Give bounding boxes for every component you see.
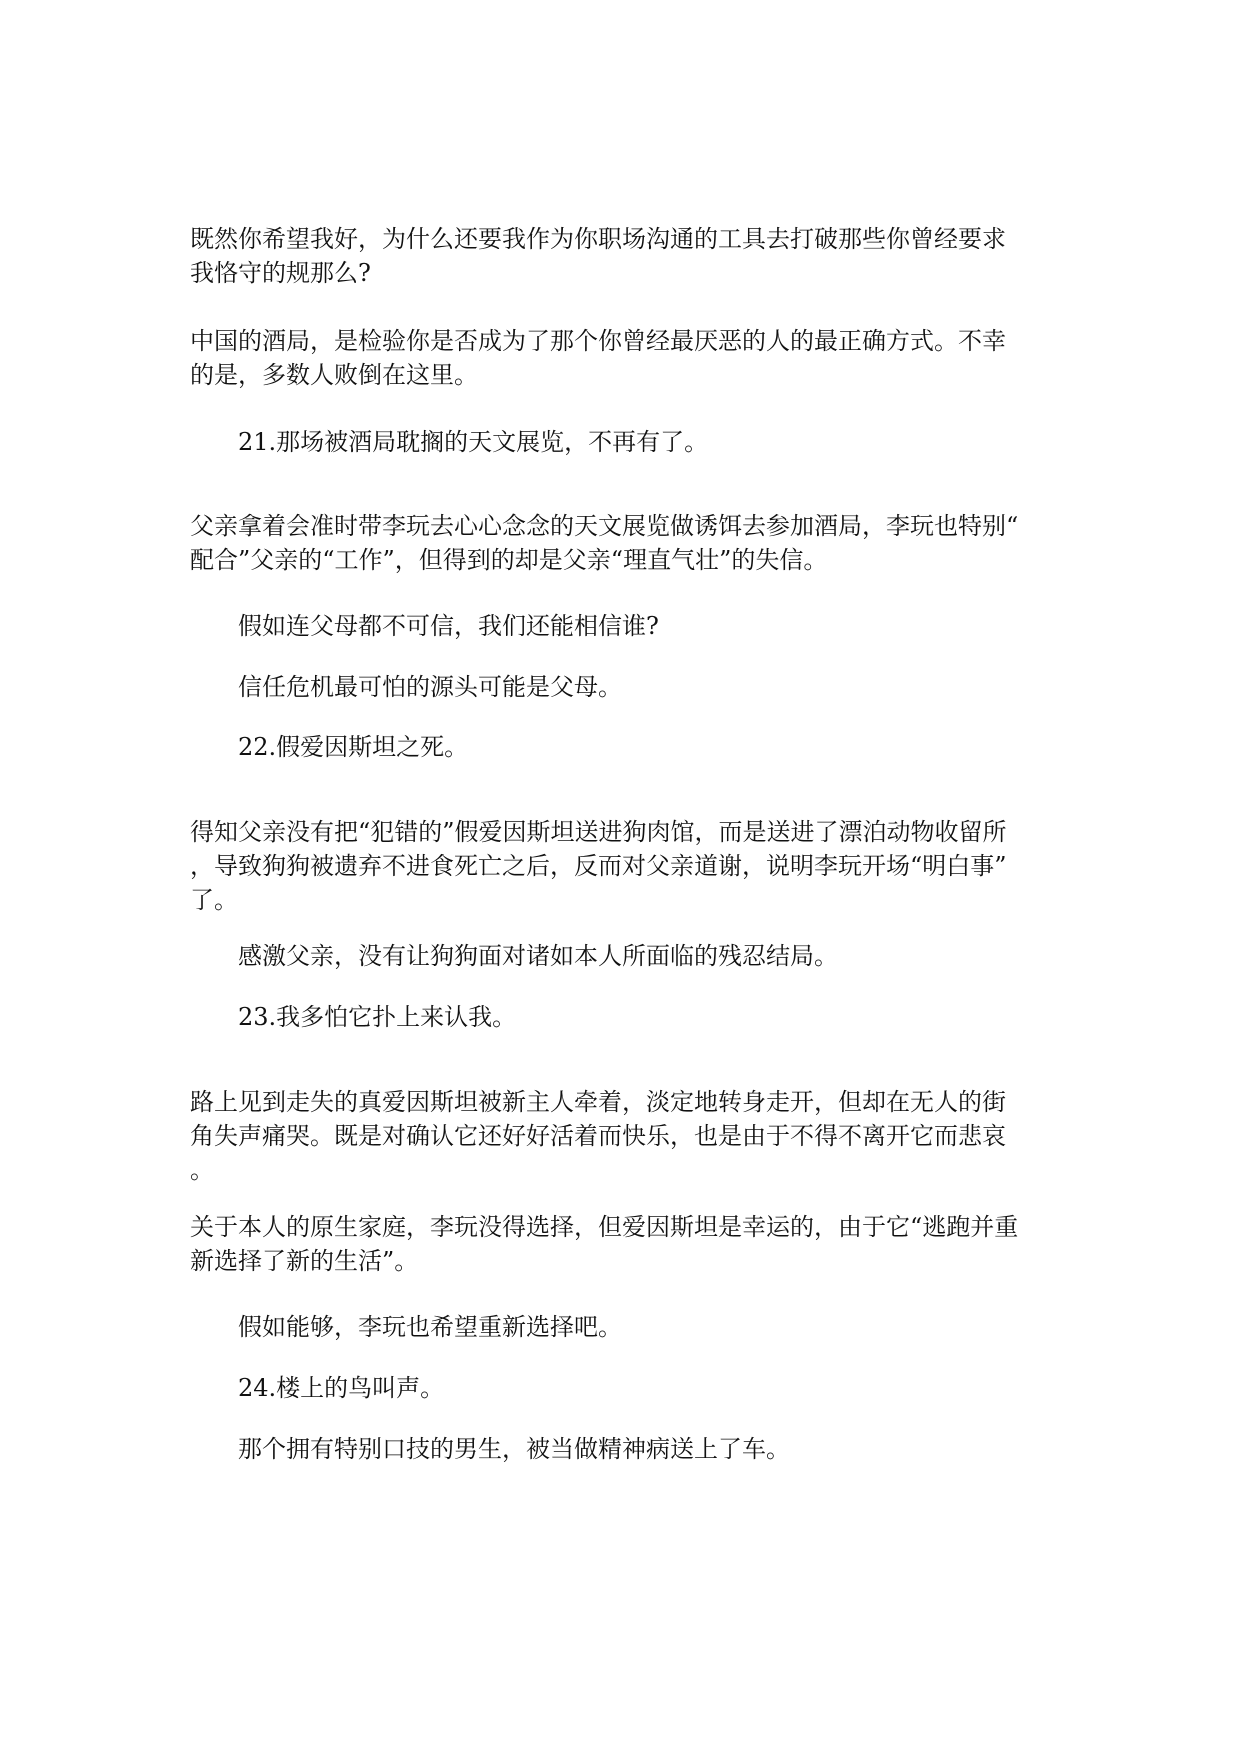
heading-21: 21.那场被酒局耽搁的天文展览，不再有了。 xyxy=(238,428,709,456)
paragraph-gratitude: 感激父亲，没有让狗狗面对诸如本人所面临的残忍结局。 xyxy=(238,942,838,970)
paragraph-question: 既然你希望我好，为什么还要我作为你职场沟通的工具去打破那些你曾经要求 我恪守的规那么? xyxy=(190,225,1006,287)
heading-23: 23.我多怕它扑上来认我。 xyxy=(238,1003,517,1031)
paragraph-choose-again: 假如能够，李玩也希望重新选择吧。 xyxy=(238,1313,622,1341)
paragraph-drinking-culture: 中国的酒局，是检验你是否成为了那个你曾经最厌恶的人的最正确方式。不幸 的是，多数人败倒在这里。 xyxy=(190,327,1006,389)
paragraph-trust-crisis: 信任危机最可怕的源头可能是父母。 xyxy=(238,673,622,701)
paragraph-broken-promise: 父亲拿着会准时带李玩去心心念念的天文展览做诱饵去参加酒局，李玩也特别“ 配合”父亲的“工作”，但得到的却是父亲“理直气壮”的失信。 xyxy=(190,512,1019,574)
heading-24: 24.楼上的鸟叫声。 xyxy=(238,1374,445,1402)
paragraph-family: 关于本人的原生家庭，李玩没得选择，但爱因斯坦是幸运的，由于它“逃跑并重 新选择了新的生活”。 xyxy=(190,1213,1019,1275)
paragraph-real-einstein: 路上见到走失的真爱因斯坦被新主人牵着，淡定地转身走开，但却在无人的街 角失声痛哭。既是对确认它还好好活着而快乐，也是由于不得不离开它而悲哀 。 xyxy=(190,1088,1006,1184)
paragraph-bird-boy: 那个拥有特别口技的男生，被当做精神病送上了车。 xyxy=(238,1435,790,1463)
heading-22: 22.假爱因斯坦之死。 xyxy=(238,733,469,761)
paragraph-dog-death: 得知父亲没有把“犯错的”假爱因斯坦送进狗肉馆，而是送进了漂泊动物收留所 ，导致狗狗被遗弃不进食死亡之后，反而对父亲道谢，说明李玩开场“明白事” 了。 xyxy=(190,818,1007,914)
paragraph-trust-question: 假如连父母都不可信，我们还能相信谁? xyxy=(238,612,659,640)
